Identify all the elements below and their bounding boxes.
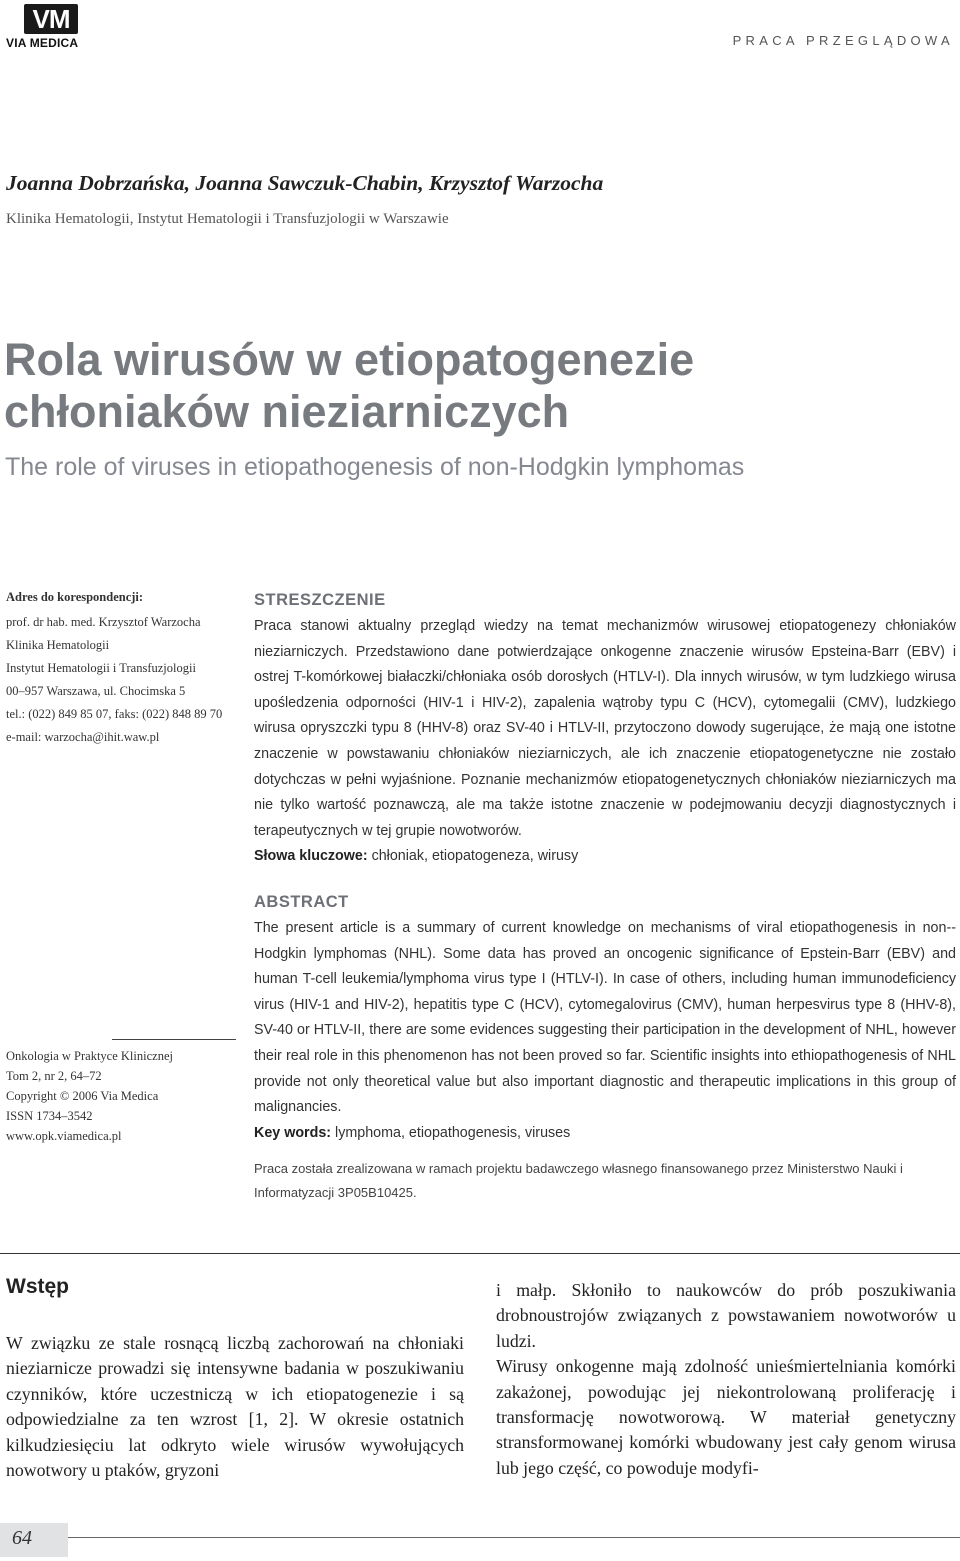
correspondence-line: Instytut Hematologii i Transfuzjologii: [6, 661, 196, 675]
via-medica-logo: [6, 4, 98, 48]
page-number-box: [0, 1523, 68, 1557]
journal-line: ISSN 1734–3542: [6, 1109, 93, 1123]
body-right-column: [496, 1278, 956, 1481]
correspondence-line: tel.: (022) 849 85 07, faks: (022) 848 89 70: [6, 707, 223, 721]
title-polish-line-2: chłoniaków nieziarniczych: [4, 386, 570, 437]
journal-info: [6, 1046, 236, 1146]
footer-rule: [68, 1537, 960, 1538]
keywords-value: chłoniak, etiopatogeneza, wirusy: [367, 848, 579, 865]
keywords-label: Key words:: [254, 1124, 332, 1141]
body-left-column: W związku ze stale rosnącą liczbą zachorowań na chłoniaki nieziarnicze prowadzi się intensywne badania w poszukiwaniu czynników, które uczestniczą w ich etiopatogenezie i są odpowiedzialne za ten wzrost [1, 2]. W okresie ostatnich kilkudziesięciu lat odkryto wiele wirusów wywołujących nowotwory u ptaków, gryzoni: [6, 1333, 464, 1481]
abstract-section: [254, 890, 956, 1146]
title-polish-line-1: Rola wirusów w etiopatogenezie: [4, 334, 695, 385]
logo-monogram: VM: [24, 4, 78, 34]
journal-line: Tom 2, nr 2, 64–72: [6, 1069, 102, 1083]
title-polish: [4, 334, 944, 438]
intro-heading: Wstęp: [6, 1275, 69, 1298]
correspondence-line: 00–957 Warszawa, ul. Chocimska 5: [6, 684, 186, 698]
authors: Joanna Dobrzańska, Joanna Sawczuk-Chabin, Krzysztof Warzocha: [6, 171, 604, 195]
section-label: PRACA PRZEGLĄDOWA: [732, 33, 954, 48]
streszczenie-keywords: [254, 844, 956, 870]
journal-line: Copyright © 2006 Via Medica: [6, 1089, 159, 1103]
section-divider: [0, 1253, 960, 1254]
journal-url[interactable]: www.opk.viamedica.pl: [6, 1129, 122, 1143]
streszczenie-section: [254, 588, 956, 870]
streszczenie-heading: STRESZCZENIE: [254, 591, 386, 609]
streszczenie-text: Praca stanowi aktualny przegląd wiedzy na temat mechanizmów wirusowej etiopatogenezy chłoniaków nieziarniczych. Przedstawiono dane potwierdzające onkogenne znaczenie wirusów Epsteina-Barr (EBV) i ostrej T-komórkowej białaczki/chłoniaka osób dorosłych (HTLV-I). Dla innych wirusów, w tym ludzkiego wirusa upośledzenia odporności (HIV-1 i HIV-2), zapalenia wątroby typu C (HCV), cytomegalii (CMV), ludzkiego wirusa opryszczki typu 8 (HHV-8) oraz SV-40 i HTLV-II, przytoczono dowody sugerujące, że mają one istotne znaczenie w powstawaniu chłoniaków nieziarniczych, ale ich znaczenie etiopatogenetyczne nie zostało dotychczas w pełni wyjaśnione. Poznanie mechanizmów etiopatogenetycznych chłoniaków nieziarniczych ma nie tylko wartość poznawczą, ale ma także istotne znaczenie w podejmowaniu decyzji diagnostycznych i terapeutycznych w tej grupie nowotworów.: [254, 618, 956, 839]
abstract-keywords: [254, 1121, 956, 1147]
body-paragraph: i małp. Skłoniło to naukowców do prób poszukiwania drobnoustrojów związanych z powstawaniem nowotworów u ludzi.: [496, 1280, 956, 1351]
page-number: 64: [12, 1527, 32, 1549]
abstract-text: The present article is a summary of current knowledge on mechanisms of viral etiopathogenesis in non--Hodgkin lymphomas (NHL). Some data has proved an oncogenic significance of Epstein-Barr (EBV) and human T-cell leukemia/lymphoma virus type I (HTLV-I). In case of others, including human immunodeficiency virus (HIV-1 and HIV-2), hepatitis type C (HCV), cytomegalovirus (CMV), human herpesvirus type 8 (HHV-8), SV-40 or HTLV-II, there are some evidences suggesting their participation in the development of NHL, however their real role in this phenomenon has not been proved so far. Scientific insights into ethiopathogenesis of NHL provide not only theoretical value but also important diagnostic and therapeutic implications in this group of malignancies.: [254, 920, 956, 1116]
affiliation: Klinika Hematologii, Instytut Hematologii i Transfuzjologii w Warszawie: [6, 211, 449, 227]
journal-line: Onkologia w Praktyce Klinicznej: [6, 1049, 173, 1063]
title-english: The role of viruses in etiopathogenesis of non-Hodgkin lymphomas: [5, 453, 745, 481]
correspondence-block: [6, 590, 236, 749]
correspondence-email[interactable]: e-mail: warzocha@ihit.waw.pl: [6, 730, 160, 744]
body-paragraph: Wirusy onkogenne mają zdolność unieśmiertelniania komórki zakażonej, powodując jej niekontrolowaną proliferację i transformację nowotworową. W materiał genetyczny stransformowanej komórki wbudowany jest cały genom wirusa lub jego część, co powoduje modyfi-: [496, 1356, 956, 1478]
keywords-value: lymphoma, etiopathogenesis, viruses: [331, 1124, 571, 1141]
journal-rule: [112, 1039, 236, 1040]
correspondence-line: prof. dr hab. med. Krzysztof Warzocha: [6, 615, 201, 629]
logo-text: VIA MEDICA: [6, 36, 79, 50]
funding-note: Praca została zrealizowana w ramach projektu badawczego własnego finansowanego przez Ministerstwo Nauki i Informatyzacji 3P05B10425.: [254, 1161, 903, 1200]
abstract-heading: ABSTRACT: [254, 893, 349, 911]
keywords-label: Słowa kluczowe:: [254, 848, 368, 865]
correspondence-line: Klinika Hematologii: [6, 638, 110, 652]
correspondence-heading: Adres do korespondencji:: [6, 590, 144, 604]
